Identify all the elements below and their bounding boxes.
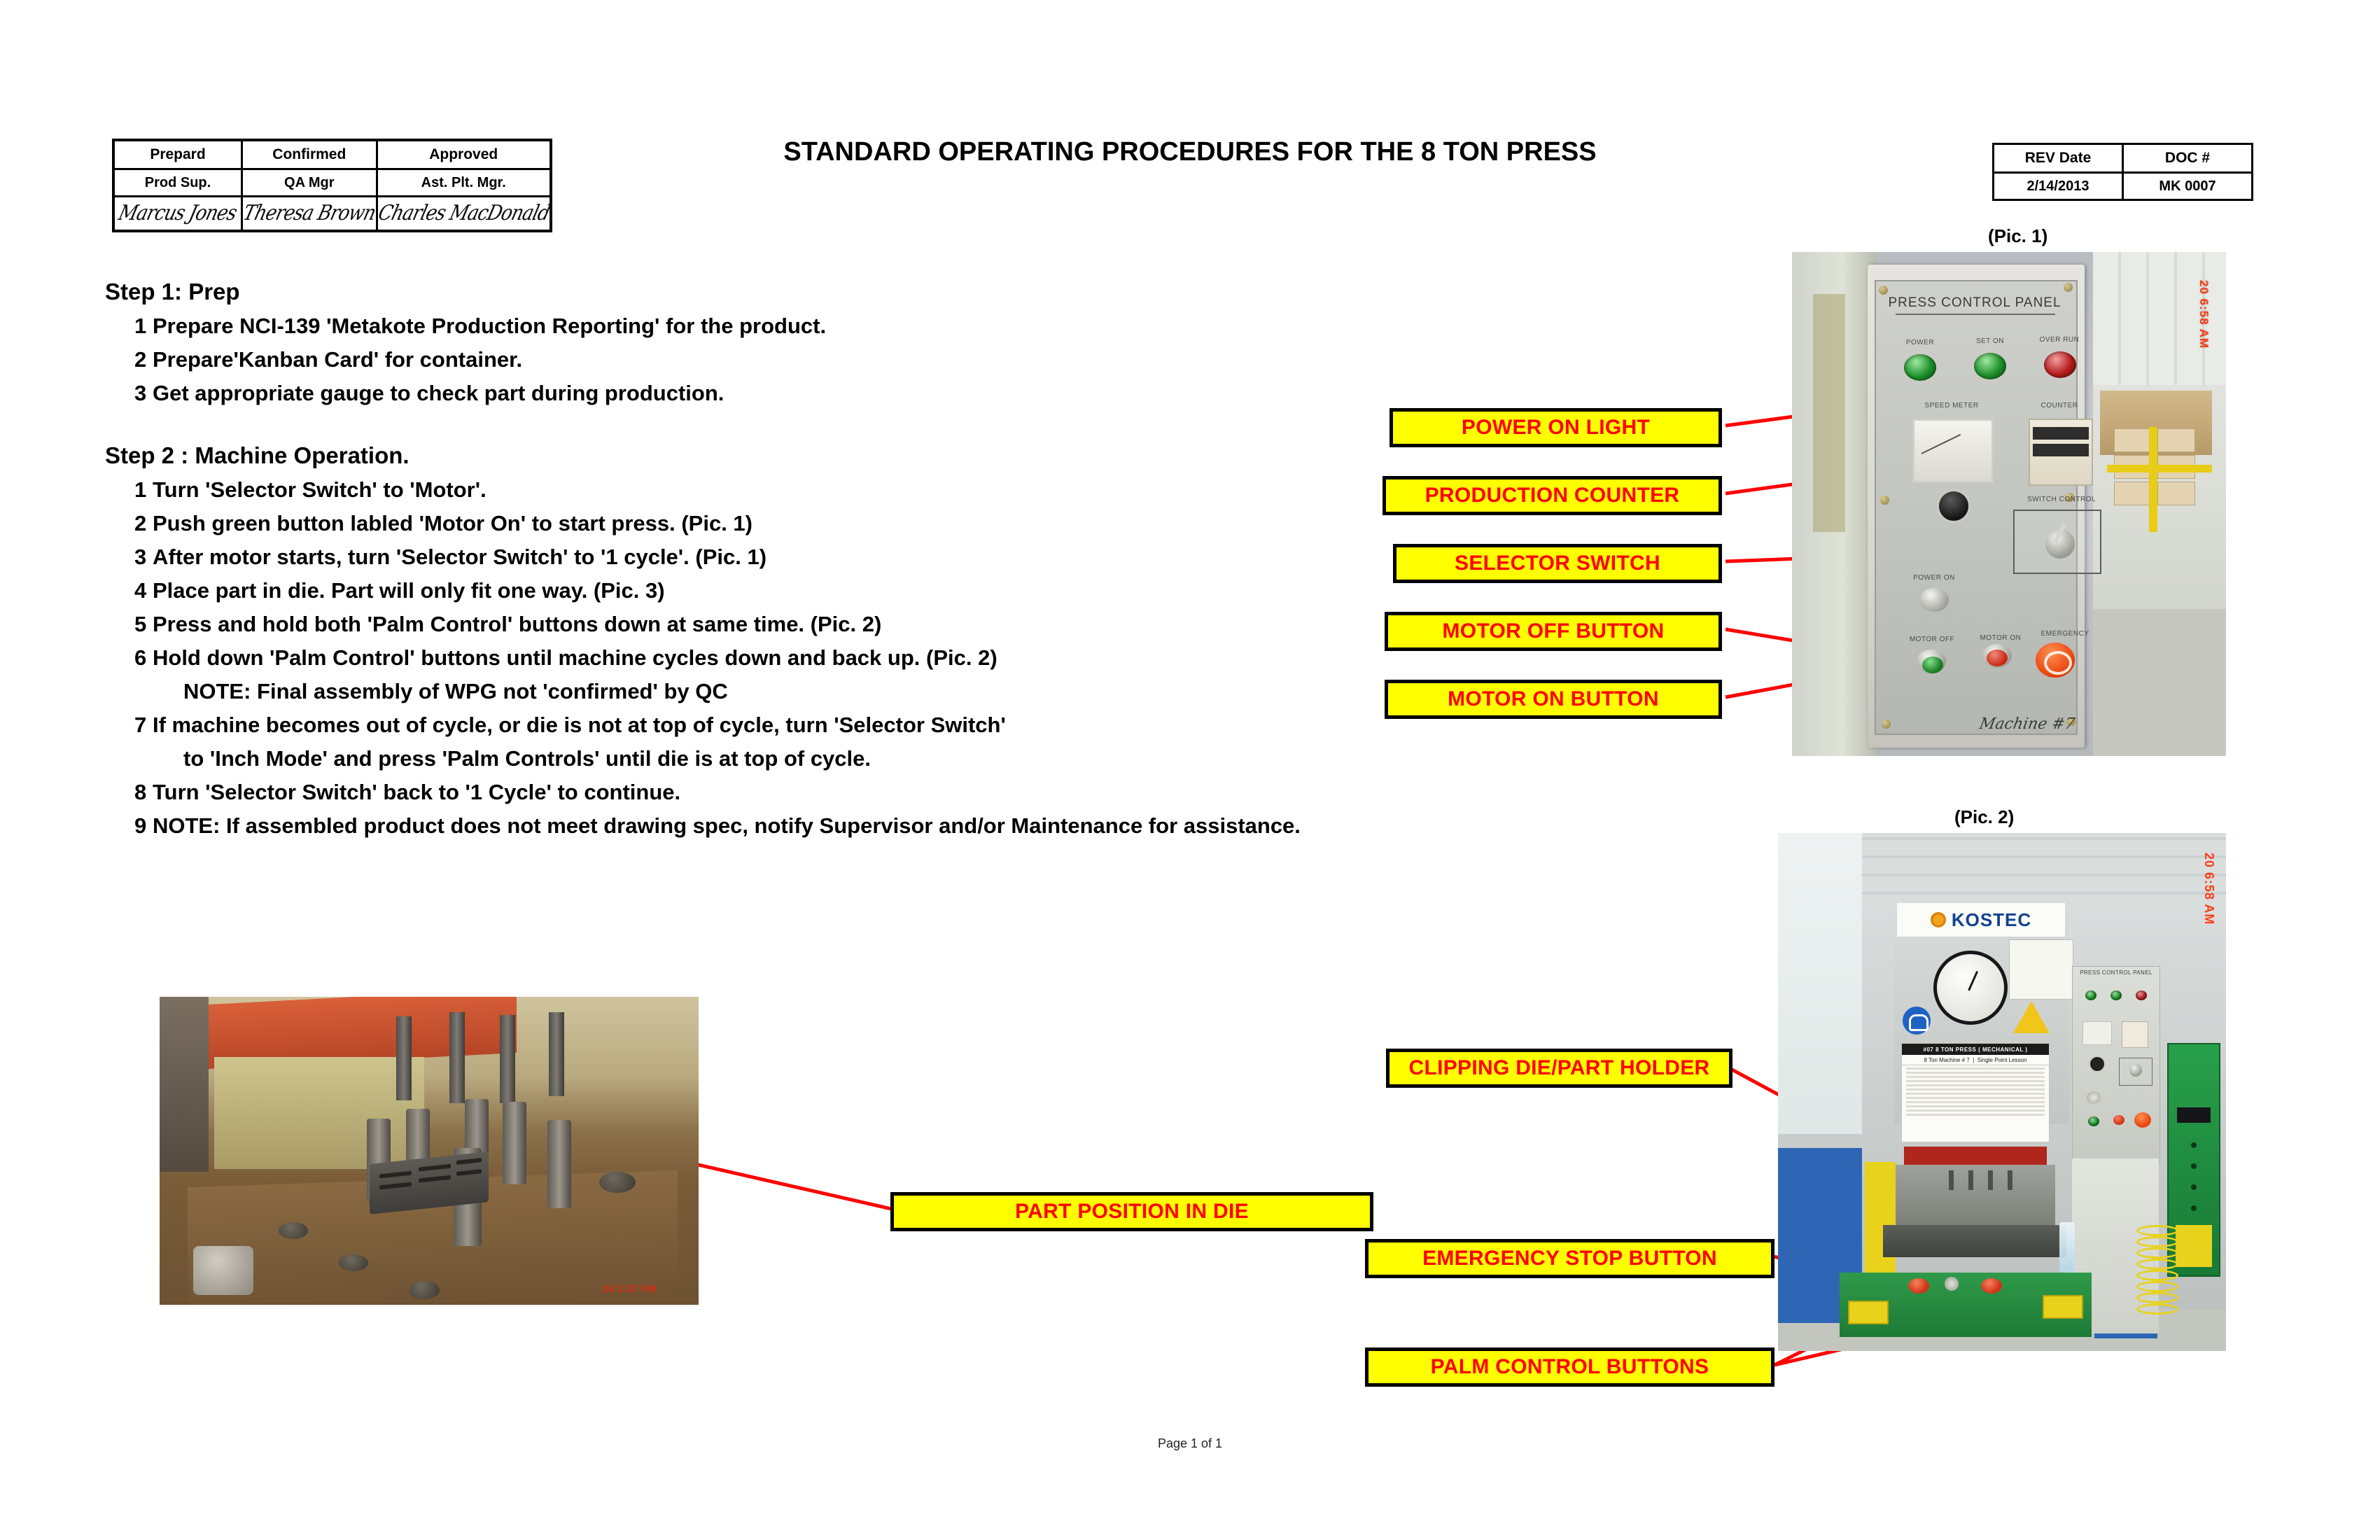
pic1-switch-control-label: SWITCH CONTROL: [2026, 496, 2096, 503]
pic2-punch: [1968, 1170, 1973, 1190]
pic1-power-on-label: POWER ON: [1913, 574, 1955, 582]
item-number: 3: [134, 545, 147, 569]
pic2-green-box-label: [2176, 1225, 2212, 1267]
step-2-item-7-cont: to 'Inch Mode' and press 'Palm Controls' until die is at top of cycle.: [183, 746, 872, 771]
pic3-die-hole: [339, 1254, 368, 1271]
step-1-item-1: [105, 309, 1301, 342]
pic1-production-counter[interactable]: [2029, 419, 2093, 486]
pic2-caption: (Pic. 2): [1954, 806, 2015, 827]
item-text: Turn 'Selector Switch' back to '1 Cycle' to continue.: [153, 780, 681, 804]
pic1-speed-meter-label: SPEED METER: [1924, 402, 1979, 410]
pic1-screw: [1879, 286, 1888, 295]
pic2-counter[interactable]: [2122, 1021, 2148, 1048]
rev-date-value: 2/14/2013: [1994, 173, 2123, 200]
pic2-power-on-selector[interactable]: [2087, 1091, 2101, 1104]
pic2-press-control-panel: [2072, 966, 2160, 1163]
pic3-punch: [500, 1015, 515, 1103]
item-number: 2: [134, 511, 147, 536]
pic3-part-in-die-photo: [160, 997, 699, 1305]
pic2-placard-sub-right: Single Point Lesson: [1977, 1056, 2027, 1063]
signature-glyph: Theresa Brown: [240, 201, 378, 226]
item-number: 8: [134, 780, 147, 804]
step-1-item-3: [105, 377, 1301, 410]
pic1-lamp-label-set-on: SET ON: [1975, 337, 2005, 345]
revision-header-row: [1994, 144, 2253, 173]
pic2-speed-meter: [2082, 1021, 2112, 1045]
step-2-item-1: [105, 473, 1301, 506]
pic1-motor-off-label: MOTOR OFF: [1909, 636, 1955, 643]
pic2-palm-control-left[interactable]: [1848, 1301, 1889, 1324]
approval-col-prepard: Prepard: [113, 140, 242, 169]
approval-role-qa-mgr: QA Mgr: [242, 169, 377, 197]
pic1-left-wall: [1792, 252, 1876, 756]
hazard-warning-icon: [2013, 1001, 2050, 1033]
rev-date-label: REV Date: [1994, 144, 2123, 173]
pic1-floor: [2093, 609, 2226, 756]
signature-plt-mgr: [377, 197, 551, 232]
approval-signature-row: [113, 197, 551, 232]
pic2-key-switch[interactable]: [1945, 1277, 1959, 1291]
pic1-lamp-label-power: POWER: [1905, 339, 1935, 346]
pic2-green-box-display: [2177, 1107, 2211, 1123]
signature-glyph: Marcus Jones: [116, 201, 239, 226]
pic1-power-lamp[interactable]: [1904, 354, 1936, 381]
pic1-screw: [2064, 283, 2073, 292]
pic1-speed-meter: [1912, 419, 1994, 483]
step-2-heading: Step 2 : Machine Operation.: [105, 442, 410, 468]
procedure-steps: [105, 279, 1301, 843]
item-text: Hold down 'Palm Control' buttons until machine cycles down and back up. (Pic. 2): [153, 645, 997, 670]
pic1-lamp-label-overrun: OVER RUN: [2039, 336, 2080, 344]
pic1-power-on-selector[interactable]: [1919, 588, 1949, 612]
pic2-window: [1778, 833, 1862, 1134]
pic2-emergency-stop-left[interactable]: [1908, 1278, 1929, 1294]
item-number: 1: [134, 314, 147, 338]
page-title: STANDARD OPERATING PROCEDURES FOR THE 8 TON PRESS: [783, 137, 1597, 167]
pic1-timestamp: 20 6:58 AM: [2197, 280, 2211, 349]
item-text: Place part in die. Part will only fit one way. (Pic. 3): [153, 578, 665, 603]
pic2-placard-sub-left: 8 Ton Machine # 7: [1924, 1056, 1970, 1063]
gear-icon: [1931, 912, 1946, 927]
pic3-die-hole: [599, 1172, 636, 1193]
item-text: Prepare NCI-139 'Metakote Production Reporting' for the product.: [153, 314, 827, 338]
step-2-item-4: [105, 574, 1301, 607]
pic1-screw: [1882, 720, 1891, 729]
page-footer: Page 1 of 1: [1157, 1436, 1223, 1450]
item-number: 9: [134, 813, 147, 838]
pic1-speed-knob[interactable]: [1936, 489, 1971, 524]
pic2-kostec-press-photo: [1778, 833, 2226, 1351]
callout-motor-off-button[interactable]: MOTOR OFF BUTTON: [1385, 612, 1722, 651]
doc-number-value: MK 0007: [2123, 173, 2253, 200]
step-2-item-5: [105, 608, 1301, 640]
step-2-note-qc: NOTE: Final assembly of WPG not 'confirmed' by QC: [183, 679, 728, 704]
step-1-heading: Step 1: Prep: [105, 279, 240, 304]
item-number: 3: [134, 381, 147, 405]
pic3-punch: [396, 1016, 412, 1100]
callout-clipping-die[interactable]: CLIPPING DIE/PART HOLDER: [1386, 1049, 1732, 1088]
pic1-screw: [1880, 496, 1889, 505]
pic1-press-control-panel-photo: [1792, 252, 2226, 756]
item-text: Press and hold both 'Palm Control' buttons down at same time. (Pic. 2): [153, 612, 882, 636]
pic2-lesson-placard: [1901, 1043, 2050, 1142]
pic3-die-hole: [409, 1281, 440, 1299]
item-number: 5: [134, 612, 147, 636]
step-2-item-6: [105, 641, 1301, 674]
item-number: 2: [134, 347, 147, 372]
pic2-over-run-lamp[interactable]: [2136, 990, 2147, 1000]
pic1-caption: (Pic. 1): [1988, 225, 2048, 246]
approval-col-confirmed: Confirmed: [242, 140, 377, 169]
pic1-title-underline: [1896, 314, 2055, 315]
pic2-coiled-cord: [2136, 1225, 2178, 1330]
callout-production-counter[interactable]: PRODUCTION COUNTER: [1382, 476, 1722, 515]
pic2-placard-subtitle: 8 Ton Machine # 7 | Single Point Lesson: [1902, 1055, 2049, 1065]
item-text: Prepare'Kanban Card' for container.: [153, 347, 523, 372]
pic2-bolster-plate: [1883, 1225, 2066, 1257]
pic2-water-bottle: [2059, 1222, 2075, 1274]
callout-selector-switch[interactable]: SELECTOR SWITCH: [1393, 544, 1722, 583]
pic2-switch-control-box: [2119, 1058, 2152, 1086]
pic1-panel-title: PRESS CONTROL PANEL: [1888, 295, 2062, 310]
approval-role-plt-mgr: Ast. Plt. Mgr.: [377, 169, 551, 197]
pic1-emergency-stop-button[interactable]: [2036, 643, 2075, 678]
pic1-counter-label: COUNTER: [2040, 402, 2078, 410]
step-2-item-9: [105, 809, 1301, 842]
step-1-item-2: [105, 343, 1301, 376]
step-2-item-7: [105, 708, 1301, 741]
pic2-clipping-die-part-holder: [1896, 1165, 2055, 1225]
pic2-speed-knob[interactable]: [2088, 1055, 2106, 1073]
item-text: Get appropriate gauge to check part during production.: [153, 381, 724, 405]
callout-part-position-in-die[interactable]: PART POSITION IN DIE: [890, 1192, 1373, 1231]
callout-emergency-stop-button[interactable]: EMERGENCY STOP BUTTON: [1365, 1239, 1774, 1278]
step-2-item-3: [105, 540, 1301, 573]
pic2-upper-die-shoe: [1904, 1147, 2047, 1165]
callout-motor-on-button[interactable]: MOTOR ON BUTTON: [1385, 680, 1722, 719]
revision-table: [1992, 143, 2253, 201]
pic2-motor-off-button[interactable]: [2088, 1116, 2099, 1126]
pic1-background-right: [2093, 252, 2226, 756]
pic2-panel-title: PRESS CONTROL PANEL: [2080, 969, 2152, 976]
approval-role-row: [113, 169, 551, 197]
item-number: 4: [134, 578, 147, 603]
pic2-punch: [2008, 1170, 2012, 1190]
callout-power-on-light[interactable]: POWER ON LIGHT: [1390, 408, 1722, 447]
pic2-power-lamp[interactable]: [2085, 990, 2096, 1000]
pic2-selector-switch[interactable]: [2129, 1064, 2142, 1077]
pic3-punch: [549, 1012, 564, 1096]
pic2-punch: [1988, 1170, 1993, 1190]
callout-palm-control-buttons[interactable]: PALM CONTROL BUTTONS: [1365, 1348, 1774, 1387]
pic3-guide-pin: [547, 1120, 571, 1208]
pic2-timestamp: 20 6:58 AM: [2202, 853, 2216, 925]
approval-col-approved: Approved: [377, 140, 551, 169]
pic2-punch: [1949, 1170, 1954, 1190]
pic2-brand-text: KOSTEC: [1951, 909, 2032, 930]
item-text: NOTE: If assembled product does not meet drawing spec, notify Supervisor and/or Maintenance for assistance.: [153, 813, 1301, 838]
item-number: 6: [134, 645, 147, 670]
step-spacer: [105, 410, 1301, 442]
pic3-large-bolt: [193, 1246, 253, 1295]
pic1-motor-off-button[interactable]: [1922, 657, 1943, 673]
pic3-die-hole: [279, 1222, 308, 1239]
item-text: Push green button labled 'Motor On' to start press. (Pic. 1): [153, 511, 752, 536]
pic1-set-on-lamp[interactable]: [1974, 353, 2006, 379]
pic3-punch: [449, 1012, 465, 1103]
signature-qa-mgr: [242, 197, 377, 232]
item-text: If machine becomes out of cycle, or die is not at top of cycle, turn 'Selector Switch': [153, 713, 1006, 737]
pic2-set-on-lamp[interactable]: [2110, 990, 2122, 1000]
pic1-safety-rail: [2107, 427, 2212, 532]
pic1-emergency-label: EMERGENCY: [2040, 630, 2090, 638]
pic3-guide-pin: [503, 1102, 526, 1184]
pic1-handwritten-note: Machine #7: [1977, 715, 2076, 733]
step-2-item-8: [105, 776, 1301, 808]
ear-protection-icon: [1903, 1007, 1931, 1035]
signature-prod-sup: [113, 197, 242, 232]
pic2-motor-on-button[interactable]: [2113, 1115, 2124, 1125]
pic1-selector-switch[interactable]: [2045, 529, 2075, 559]
pic2-emergency-stop-button[interactable]: [2134, 1112, 2151, 1128]
pic2-placard-title: #07 8 TON PRESS ( MECHANICAL ): [1902, 1044, 2049, 1055]
pic1-motor-on-button[interactable]: [1987, 650, 2008, 666]
pic2-palm-control-right[interactable]: [2043, 1295, 2083, 1319]
approval-role-prod-sup: Prod Sup.: [113, 169, 242, 197]
signature-glyph: Charles MacDonald: [375, 201, 552, 226]
item-text: After motor starts, turn 'Selector Switch' to '1 cycle'. (Pic. 1): [153, 545, 767, 569]
revision-value-row: [1994, 173, 2253, 200]
pic2-emergency-stop-right[interactable]: [1981, 1278, 2002, 1294]
pic2-brand-plate: [1897, 903, 2065, 937]
item-number: 1: [134, 477, 147, 502]
pic3-stripper-pad: [214, 1057, 424, 1169]
step-2-item-2: [105, 507, 1301, 540]
item-text: Turn 'Selector Switch' to 'Motor'.: [153, 477, 486, 502]
doc-number-label: DOC #: [2123, 144, 2253, 173]
pic2-spec-sticker: [2009, 939, 2073, 1000]
pic3-timestamp: 24 2:37 PM: [602, 1283, 657, 1295]
pic3-left-post: [160, 997, 209, 1172]
pic2-pressure-dial: [1933, 951, 2008, 1025]
pic1-over-run-lamp[interactable]: [2044, 351, 2076, 378]
item-number: 7: [134, 713, 147, 737]
pic1-motor-on-label: MOTOR ON: [1980, 634, 2022, 642]
pic1-switch-control-box: [2013, 510, 2101, 574]
